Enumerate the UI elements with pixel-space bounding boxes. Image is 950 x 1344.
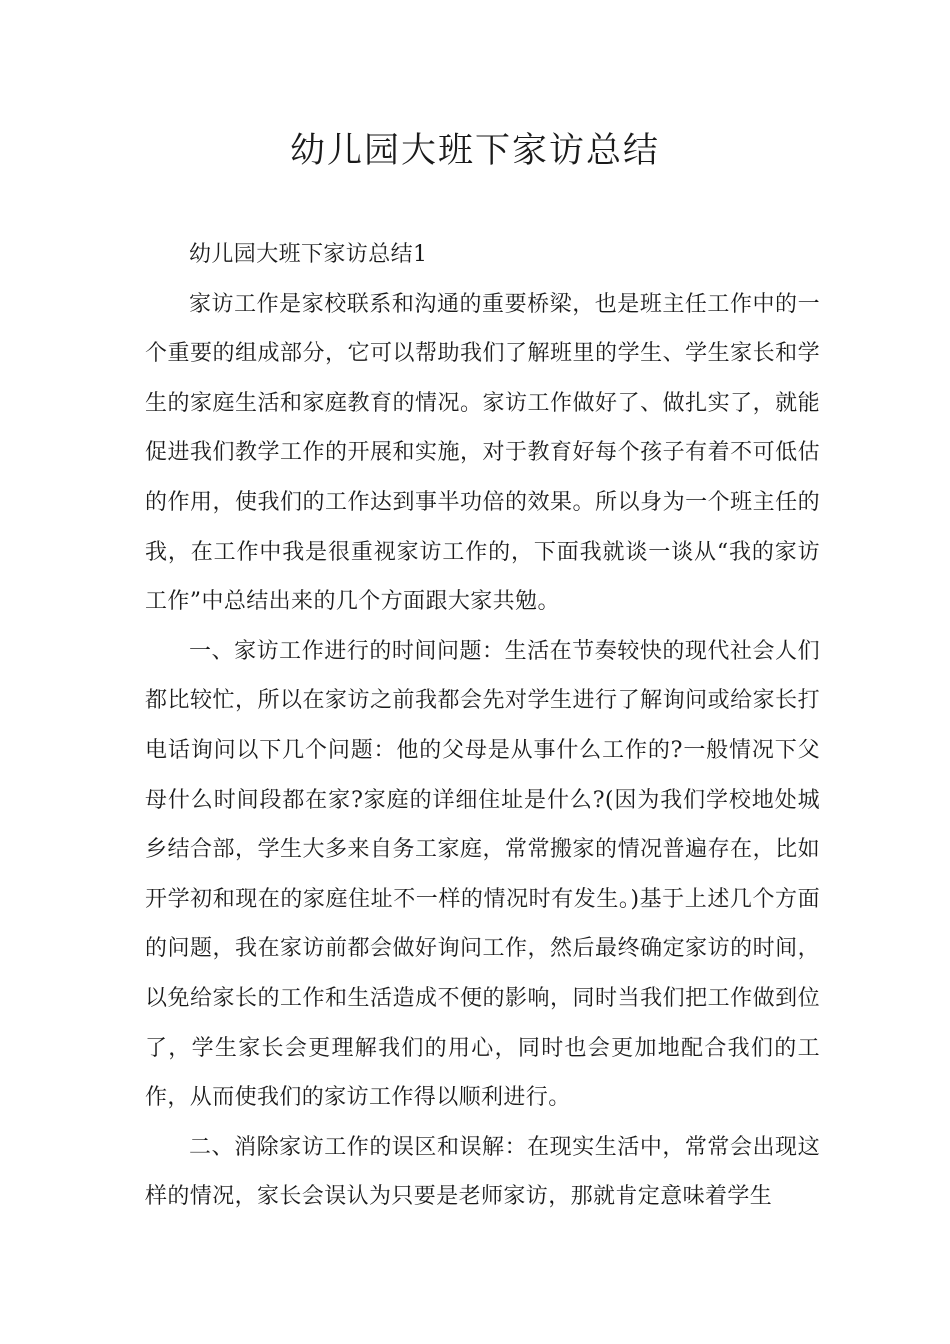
document-body: [145, 230, 820, 1222]
section-heading: 幼儿园大班下家访总结1: [189, 242, 428, 267]
paragraph-timing: 一、家访工作进行的时间问题：生活在节奏较快的现代社会人们都比较忙，所以在家访之前我都会先对学生进行了解询问或给家长打电话询问以下几个问题：他的父母是从事什么工作的?一般情况下父母什么时间段都在家?家庭的详细住址是什么?(因为我们学校地处城乡结合部，学生大多来自务工家庭，常常搬家的情况普遍存在，比如开学初和现在的家庭住址不一样的情况时有发生。)基于上述几个方面的问题，我在家访前都会做好询问工作，然后最终确定家访的时间，以免给家长的工作和生活造成不便的影响，同时当我们把工作做到位了，学生家长会更理解我们的用心，同时也会更加地配合我们的工作，从而使我们的家访工作得以顺利进行。: [145, 638, 821, 1111]
paragraph-misconceptions: 二、消除家访工作的误区和误解：在现实生活中，常常会出现这样的情况，家长会误认为只要是老师家访，那就肯定意味着学生: [145, 1134, 820, 1210]
paragraph-intro: 家访工作是家校联系和沟通的重要桥梁，也是班主任工作中的一个重要的组成部分，它可以帮助我们了解班里的学生、学生家长和学生的家庭生活和家庭教育的情况。家访工作做好了、做扎实了，就能促进我们教学工作的开展和实施，对于教育好每个孩子有着不可低估的作用，使我们的工作达到事半功倍的效果。所以身为一个班主任的我，在工作中我是很重视家访工作的，下面我就谈一谈从“我的家访工作”中总结出来的几个方面跟大家共勉。: [145, 291, 820, 615]
document-title: 幼儿园大班下家访总结: [289, 131, 660, 171]
